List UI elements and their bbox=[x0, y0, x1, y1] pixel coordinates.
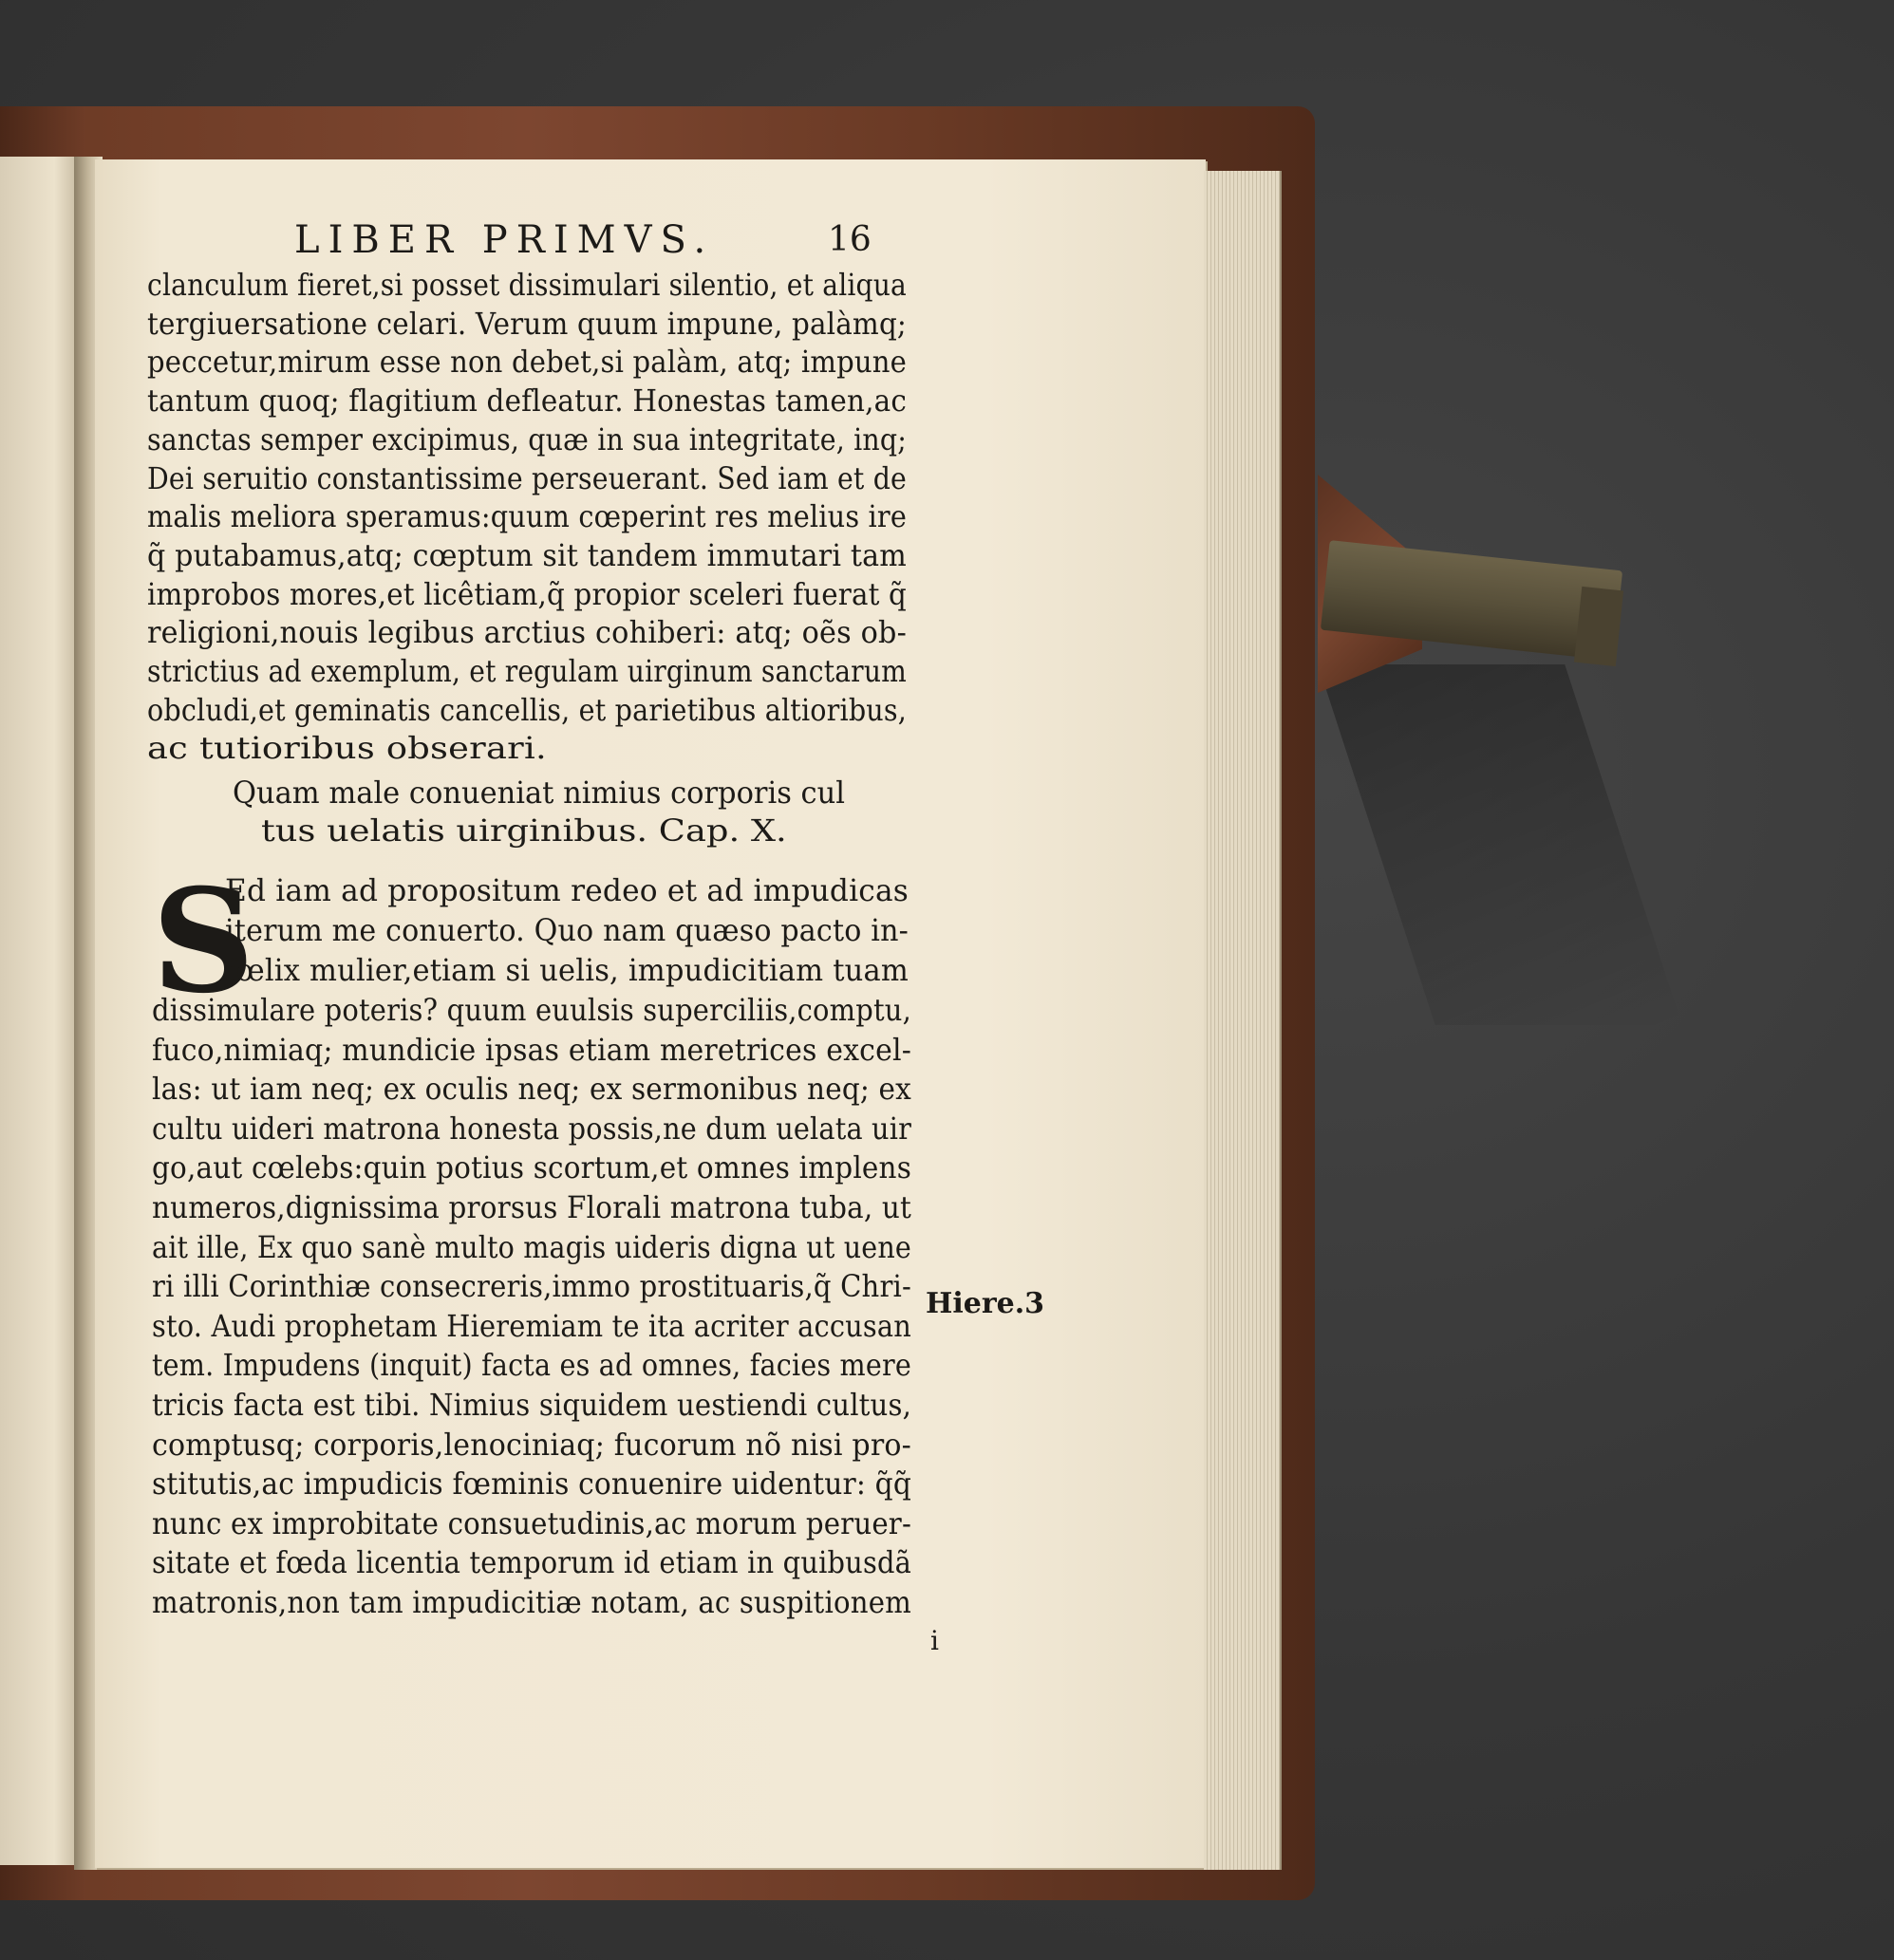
text-line: matronis,non tam impudicitiæ notam, ac suspitionem bbox=[152, 1584, 911, 1620]
margin-note: Hiere.3 bbox=[926, 1287, 1045, 1320]
text-line: fuco,nimiaq; mundicie ipsas etiam meretrices excel- bbox=[152, 1031, 911, 1068]
text-line: fœlix mulier,etiam si uelis, impudicitiam tuam bbox=[225, 952, 909, 988]
text-line: religioni,nouis legibus arctius cohiberi: atq; oẽs ob- bbox=[147, 614, 907, 651]
text-line: obcludi,et geminatis cancellis, et parietibus altioribus, bbox=[147, 691, 907, 728]
text-line: improbos mores,et licêtiam,q̃ propior sceleri fuerat q̃ bbox=[147, 575, 907, 612]
text-line: go,aut cœlebs:quin potius scortum,et omnes implens bbox=[152, 1149, 911, 1186]
running-header: LIBER PRIMVS. bbox=[294, 218, 715, 262]
text-line: tricis facta est tibi. Nimius siquidem uestiendi cultus, bbox=[152, 1387, 911, 1423]
text-line: iterum me conuerto. Quo nam quæso pacto in- bbox=[225, 912, 909, 948]
folio-number: 16 bbox=[828, 220, 872, 259]
chapter-heading-line: Quam male conueniat nimius corporis cul bbox=[233, 775, 845, 811]
text-line: tem. Impudens (inquit) facta es ad omnes, facies mere bbox=[152, 1347, 911, 1384]
text-line: sitate et fœda licentia temporum id etiam in quibusdã bbox=[152, 1544, 911, 1581]
text-line: cultu uideri matrona honesta possis,ne dum uelata uir bbox=[152, 1110, 911, 1147]
text-line: peccetur,mirum esse non debet,si palàm, atq; impune bbox=[147, 344, 907, 381]
text-line: sto. Audi prophetam Hieremiam te ita acriter accusan bbox=[152, 1307, 911, 1344]
text-line: strictius ad exemplum, et regulam uirginum sanctarum bbox=[147, 653, 907, 689]
text-line: clanculum fieret,si posset dissimulari silentio, et aliqua bbox=[147, 267, 907, 303]
text-line: stitutis,ac impudicis fœminis conuenire uidentur: q̃q̃ bbox=[152, 1465, 911, 1503]
text-line: sanctas semper excipimus, quæ in sua integritate, inq; bbox=[147, 420, 907, 457]
text-line: ait ille, Ex quo sanè multo magis uideris digna ut uene bbox=[152, 1228, 911, 1265]
drop-initial: S bbox=[152, 858, 255, 1025]
text-line: ri illi Corinthiæ consecreris,immo prostituaris,q̃ Chri- bbox=[152, 1268, 911, 1305]
text-line: tantum quoq; flagitium defleatur. Honestas tamen,ac bbox=[147, 383, 907, 420]
signature-mark: i bbox=[930, 1625, 939, 1656]
text-line: numeros,dignissima prorsus Florali matrona tuba, ut bbox=[152, 1189, 911, 1225]
text-line: dissimulare poteris? quum euulsis superciliis,comptu, bbox=[152, 992, 911, 1028]
chapter-heading-line: tus uelatis uirginibus. Cap. X. bbox=[261, 812, 787, 849]
text-line: nunc ex improbitate consuetudinis,ac morum peruer- bbox=[152, 1504, 911, 1541]
text-line: malis meliora speramus:quum cœperint res melius ire bbox=[147, 498, 907, 535]
text-line: Dei seruitio constantissime perseuerant. Sed iam et de bbox=[147, 459, 907, 496]
text-line: q̃ putabamus,atq; cœptum sit tandem immutari tam bbox=[147, 536, 907, 573]
text-line: Ed iam ad propositum redeo et ad impudicas bbox=[225, 872, 909, 908]
text-line: tergiuersatione celari. Verum quum impune, palàmq; bbox=[147, 305, 907, 342]
text-line: ac tutioribus obserari. bbox=[147, 730, 547, 767]
text-line: comptusq; corporis,lenociniaq; fucorum nõ nisi pro- bbox=[152, 1426, 911, 1463]
text-line: las: ut iam neq; ex oculis neq; ex sermonibus neq; ex bbox=[152, 1071, 911, 1108]
